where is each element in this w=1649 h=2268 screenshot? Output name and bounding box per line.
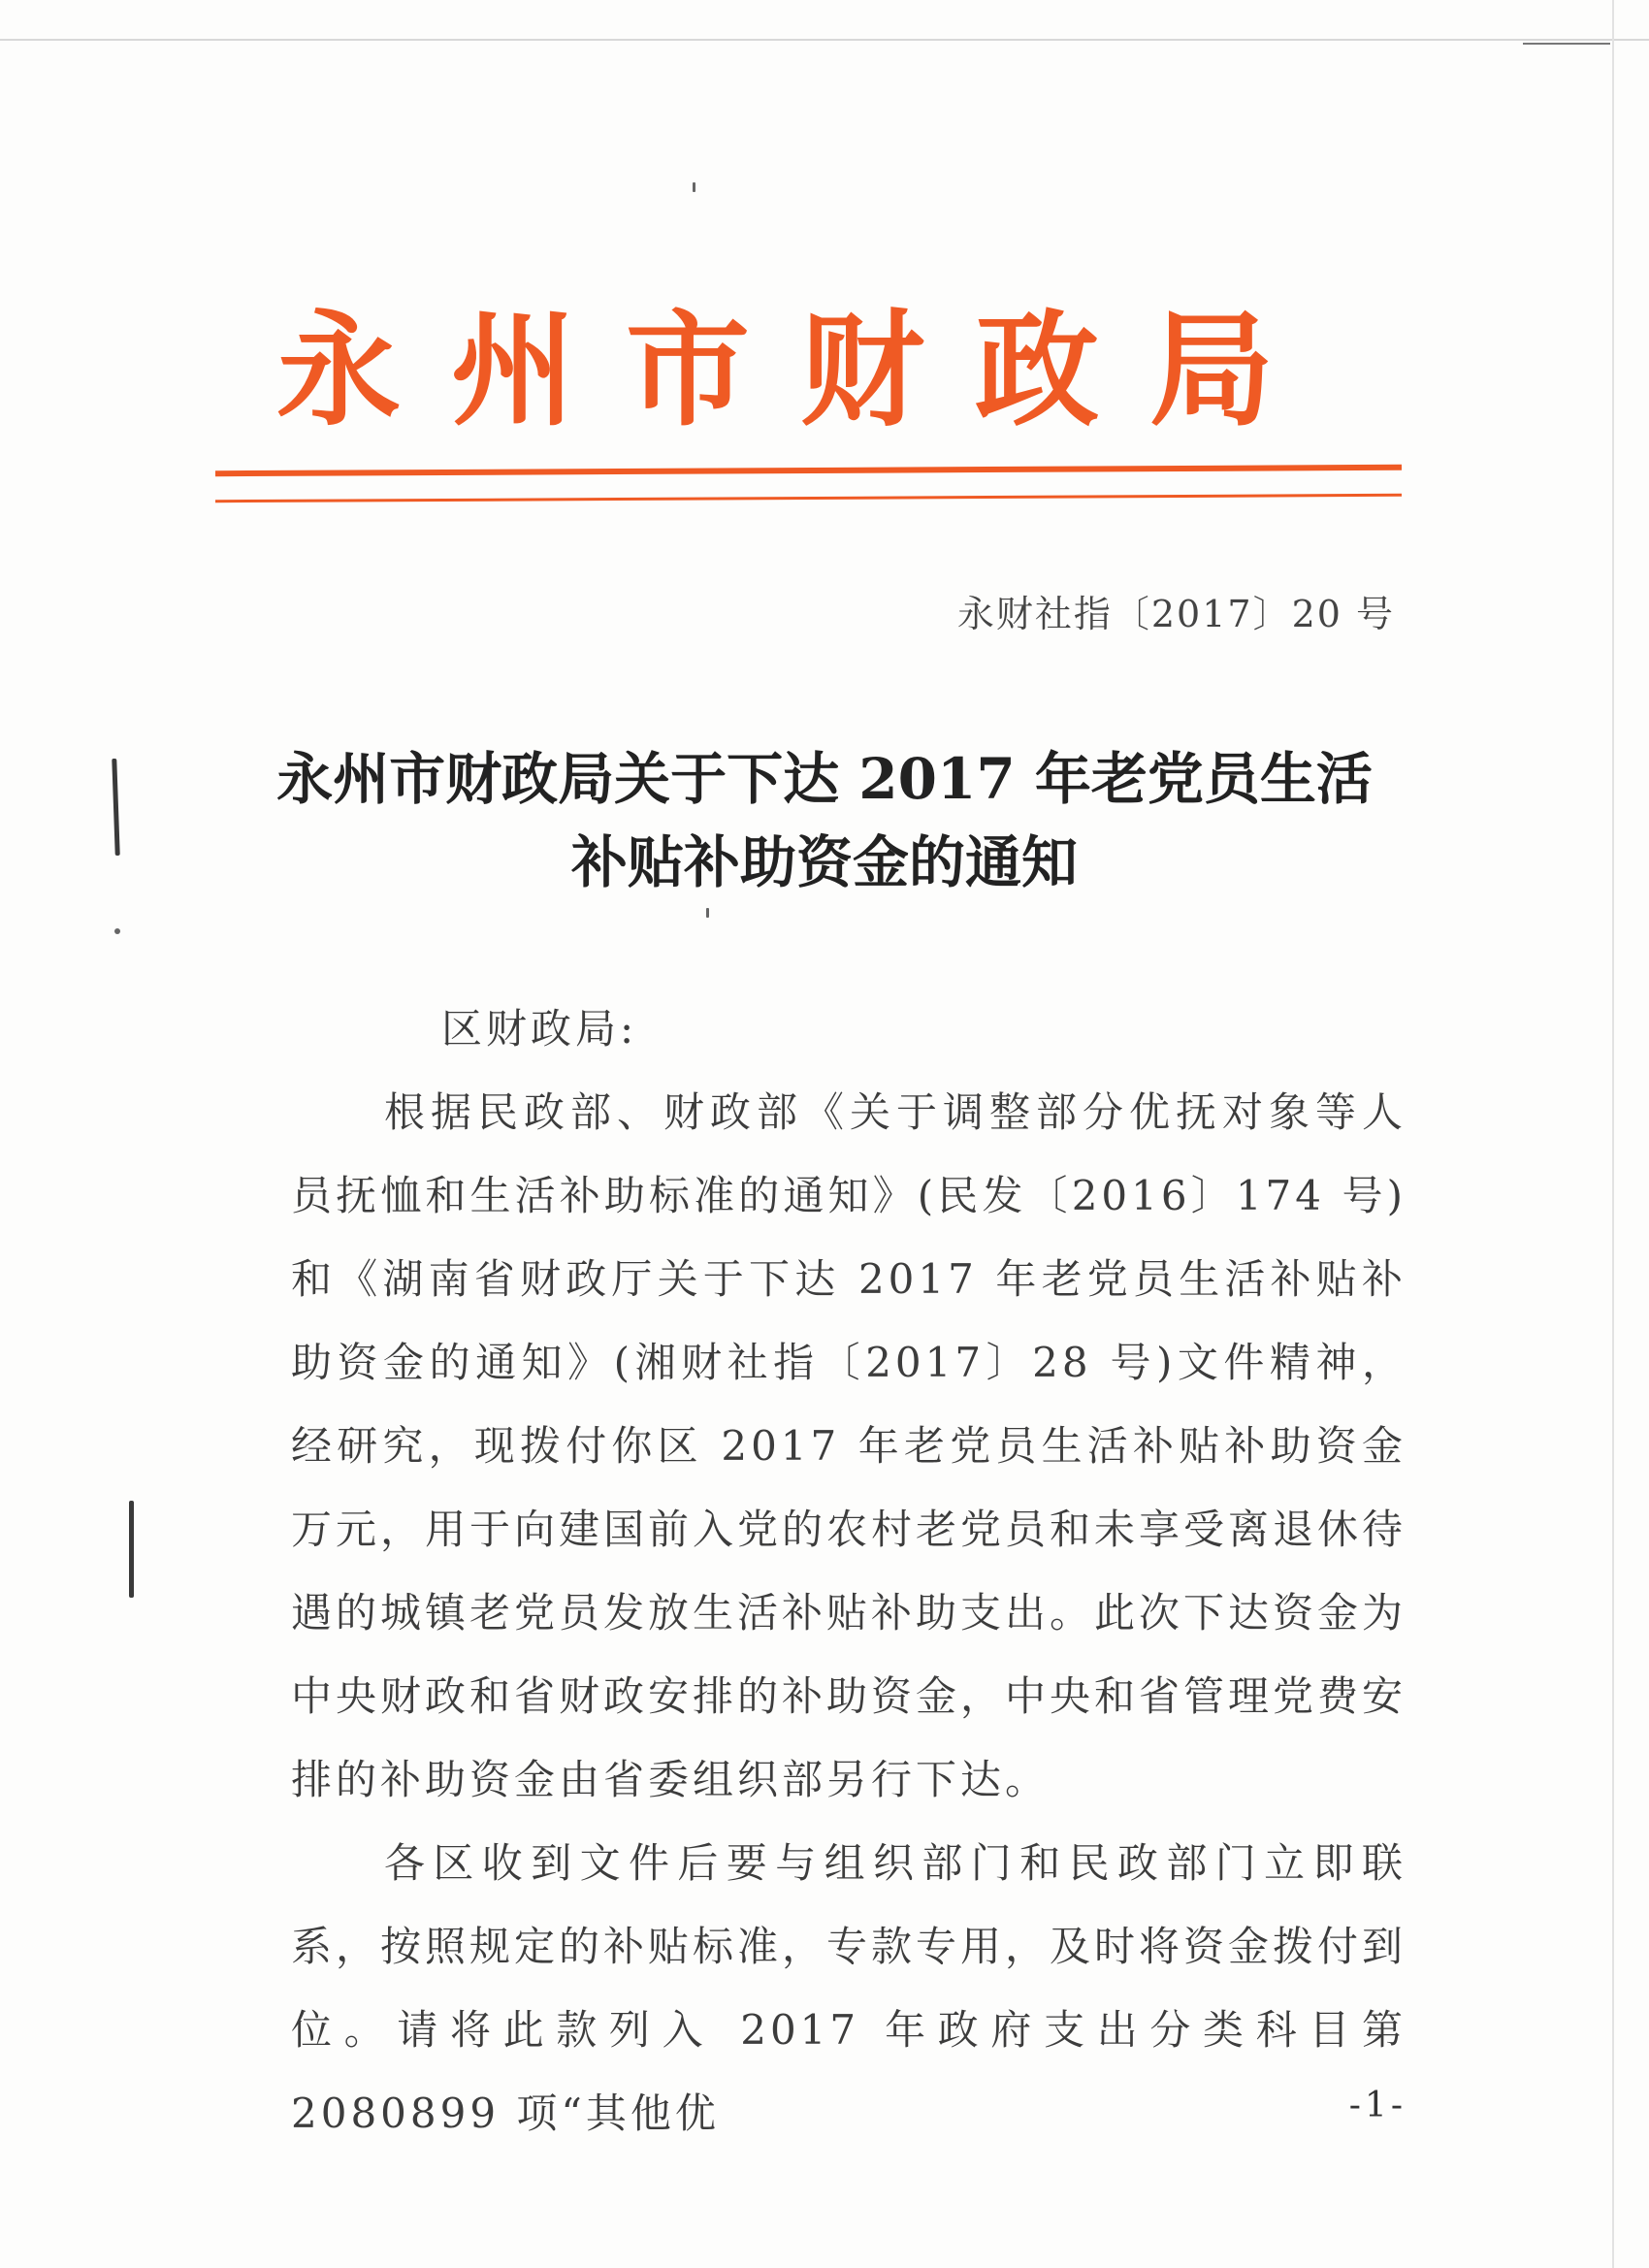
- binding-mark: [112, 759, 119, 856]
- page-number: -1-: [1348, 2086, 1406, 2125]
- scan-edge-mark: [1523, 43, 1610, 45]
- document-number: 永财社指〔2017〕20 号: [956, 593, 1395, 635]
- letterhead-agency-name: 永州市财政局: [276, 298, 1325, 443]
- letterhead-rule-thick: [215, 465, 1402, 476]
- body-paragraph-2: 各区收到文件后要与组织部门和民政部门立即联系，按照规定的补贴标准，专款专用，及时将资金拨付到位。请将此款列入 2017 年政府支出分类科目第 2080899 项“其他优: [291, 1839, 1407, 2137]
- scan-edge-top: [0, 39, 1649, 41]
- document-body: [291, 988, 1497, 2155]
- salutation: 区财政局:: [441, 1005, 638, 1053]
- letterhead-rule-thin: [215, 494, 1402, 502]
- document-title: [233, 737, 1416, 904]
- body-paragraph-1: 根据民政部、财政部《关于调整部分优抚对象等人员抚恤和生活补助标准的通知》(民发〔2016〕174 号)和《湖南省财政厅关于下达 2017 年老党员生活补贴补助资金的通知》(湘财社指〔2017〕28 号)文件精神，经研究，现拨付你区 2017 年老党员生活补贴补助资金 万元，用于向建国前入党的农村老党员和未享受离退休待遇的城镇老党员发放生活补贴补助支出。此次下达资金为中央财政和省财政安排的补助资金，中央和省管理党费安排的补助资金由省委组织部另行下达。: [291, 1088, 1497, 1803]
- document-title-line2: 补贴补助资金的通知: [570, 829, 1078, 895]
- scan-speck: [114, 928, 120, 934]
- scan-speck: [706, 908, 709, 918]
- scan-edge-right: [1612, 0, 1614, 2268]
- binding-mark: [129, 1501, 134, 1598]
- document-title-line1: 永州市财政局关于下达 2017 年老党员生活: [276, 746, 1373, 812]
- scan-speck: [693, 182, 695, 192]
